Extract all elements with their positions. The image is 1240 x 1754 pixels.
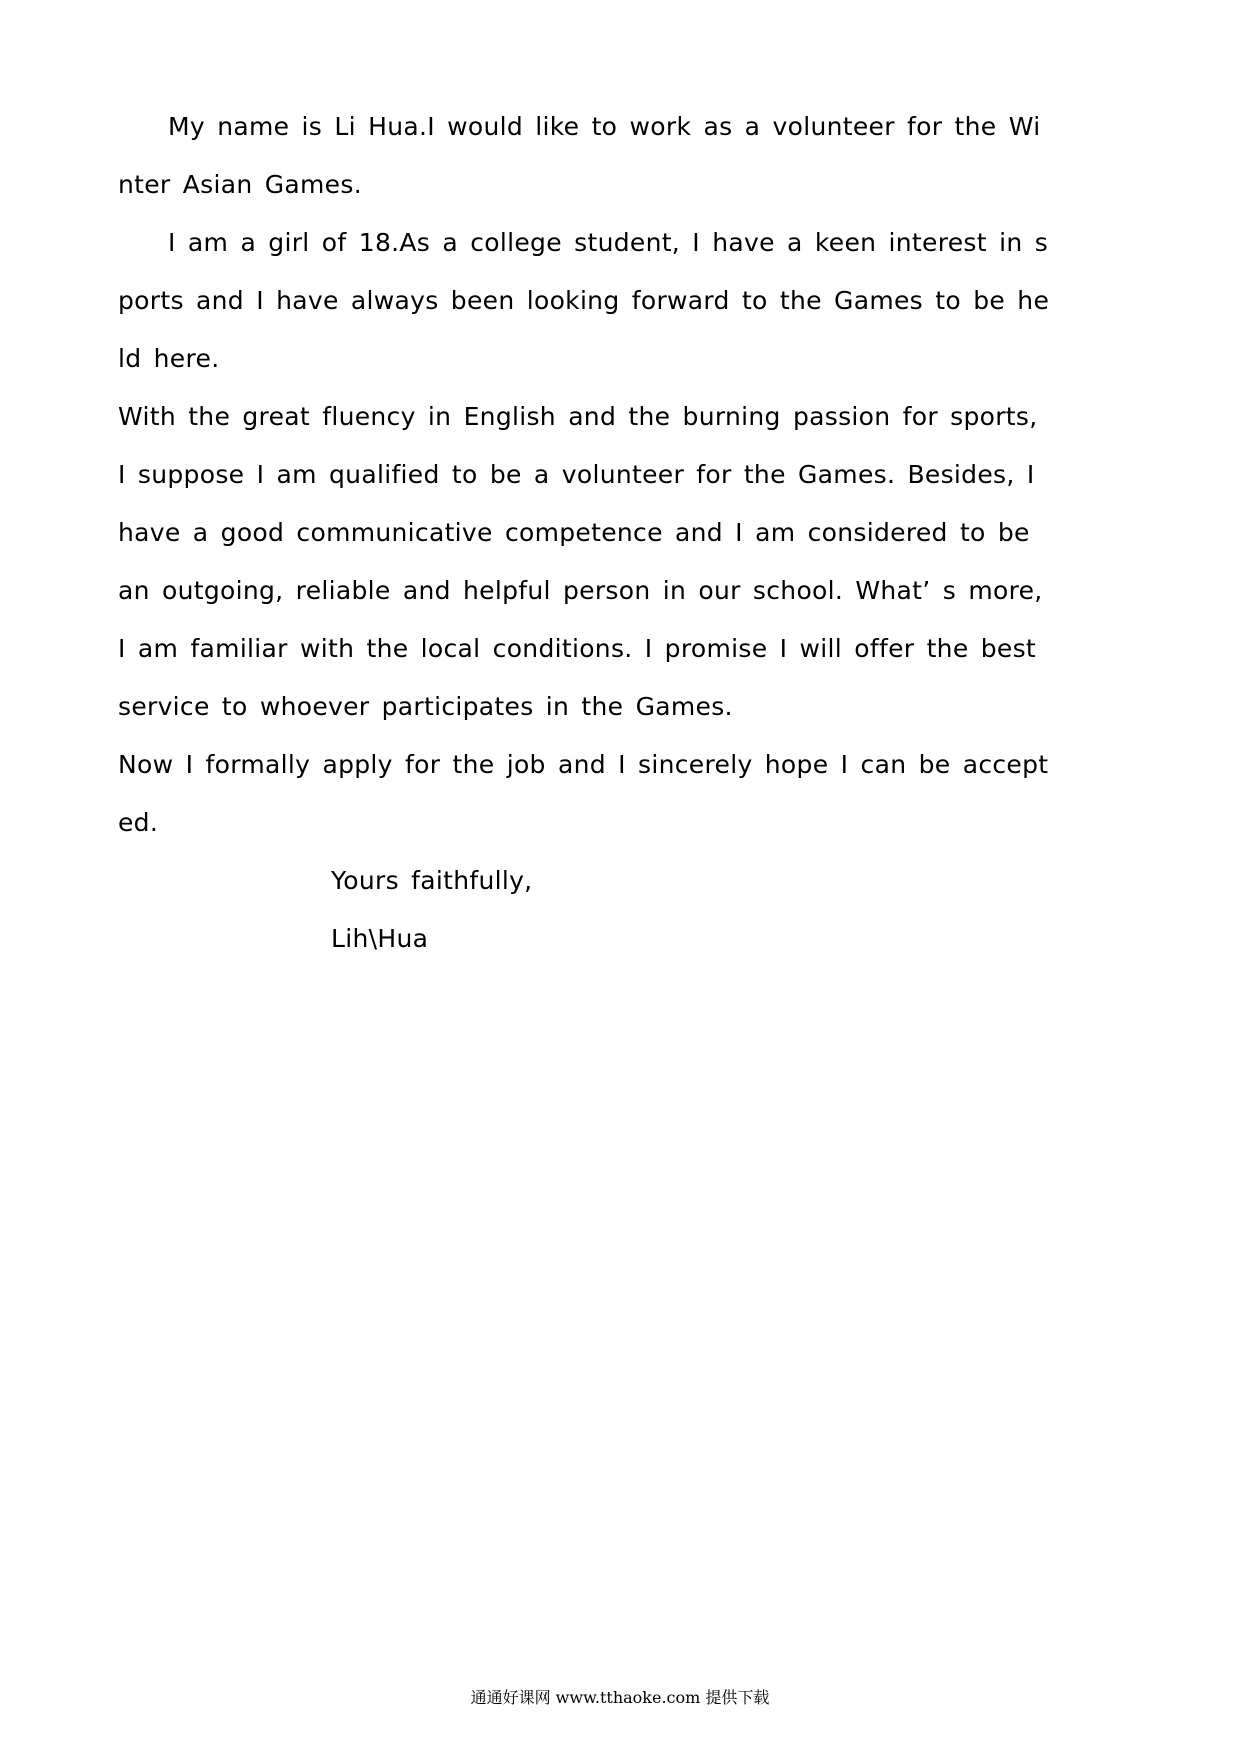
- letter-line: With the great fluency in English and the burning passion for sports,: [118, 402, 1038, 431]
- page-footer: 通通好课网 www.tthaoke.com 提供下载: [470, 1688, 770, 1707]
- letter-closing: Yours faithfully,: [331, 866, 533, 895]
- letter-line: have a good communicative competence and I am considered to be: [118, 518, 1030, 547]
- letter-signature: Lih\Hua: [331, 924, 429, 953]
- letter-line: nter Asian Games.: [118, 170, 362, 199]
- letter-line: I am familiar with the local conditions. I promise I will offer the best: [118, 634, 1037, 663]
- letter-line: ports and I have always been looking forward to the Games to be he: [118, 286, 1050, 315]
- letter-line: My name is Li Hua.I would like to work as a volunteer for the Wi: [168, 112, 1041, 141]
- letter-line: ld here.: [118, 344, 220, 373]
- letter-line: I suppose I am qualified to be a volunteer for the Games. Besides, I: [118, 460, 1035, 489]
- letter-line: I am a girl of 18.As a college student, I have a keen interest in s: [168, 228, 1049, 257]
- letter-line: service to whoever participates in the Games.: [118, 692, 733, 721]
- letter-line: ed.: [118, 808, 159, 837]
- letter-line: an outgoing, reliable and helpful person in our school. What’ s more,: [118, 576, 1043, 605]
- letter-line: Now I formally apply for the job and I sincerely hope I can be accept: [118, 750, 1049, 779]
